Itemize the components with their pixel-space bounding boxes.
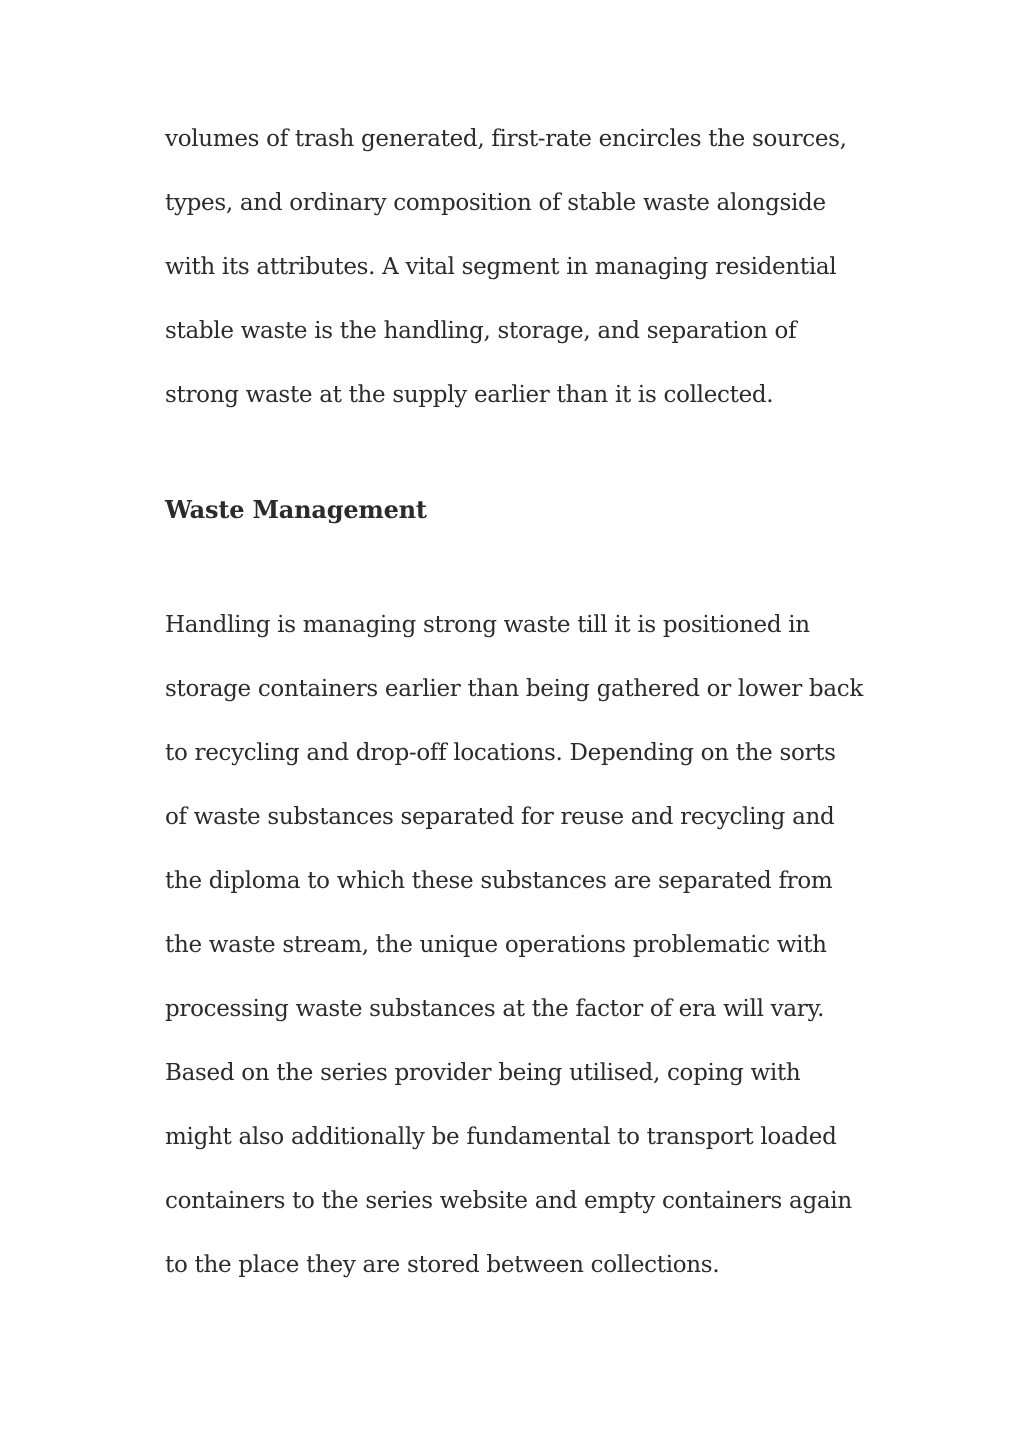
paragraph-line: types, and ordinary composition of stable waste alongside <box>165 190 826 216</box>
paragraph-line: the waste stream, the unique operations problematic with <box>165 932 827 958</box>
paragraph-line: processing waste substances at the factor of era will vary. <box>165 996 825 1022</box>
paragraph-line: with its attributes. A vital segment in managing residential <box>165 254 837 280</box>
paragraph-line: might also additionally be fundamental to transport loaded <box>165 1124 837 1150</box>
paragraph-line: Based on the series provider being utilised, coping with <box>165 1060 801 1086</box>
paragraph-line: of waste substances separated for reuse and recycling and <box>165 804 835 830</box>
paragraph-line: stable waste is the handling, storage, and separation of <box>165 318 797 344</box>
paragraph-line: storage containers earlier than being gathered or lower back <box>165 676 863 702</box>
section-heading: Waste Management <box>165 495 427 524</box>
paragraph-line: volumes of trash generated, first-rate encircles the sources, <box>165 126 847 152</box>
paragraph-line: Handling is managing strong waste till it is positioned in <box>165 612 810 638</box>
paragraph-line: to recycling and drop-off locations. Depending on the sorts <box>165 740 836 766</box>
paragraph-line: to the place they are stored between collections. <box>165 1252 720 1278</box>
paragraph-line: containers to the series website and empty containers again <box>165 1188 852 1214</box>
paragraph-line: strong waste at the supply earlier than it is collected. <box>165 382 774 408</box>
paragraph-line: the diploma to which these substances are separated from <box>165 868 833 894</box>
